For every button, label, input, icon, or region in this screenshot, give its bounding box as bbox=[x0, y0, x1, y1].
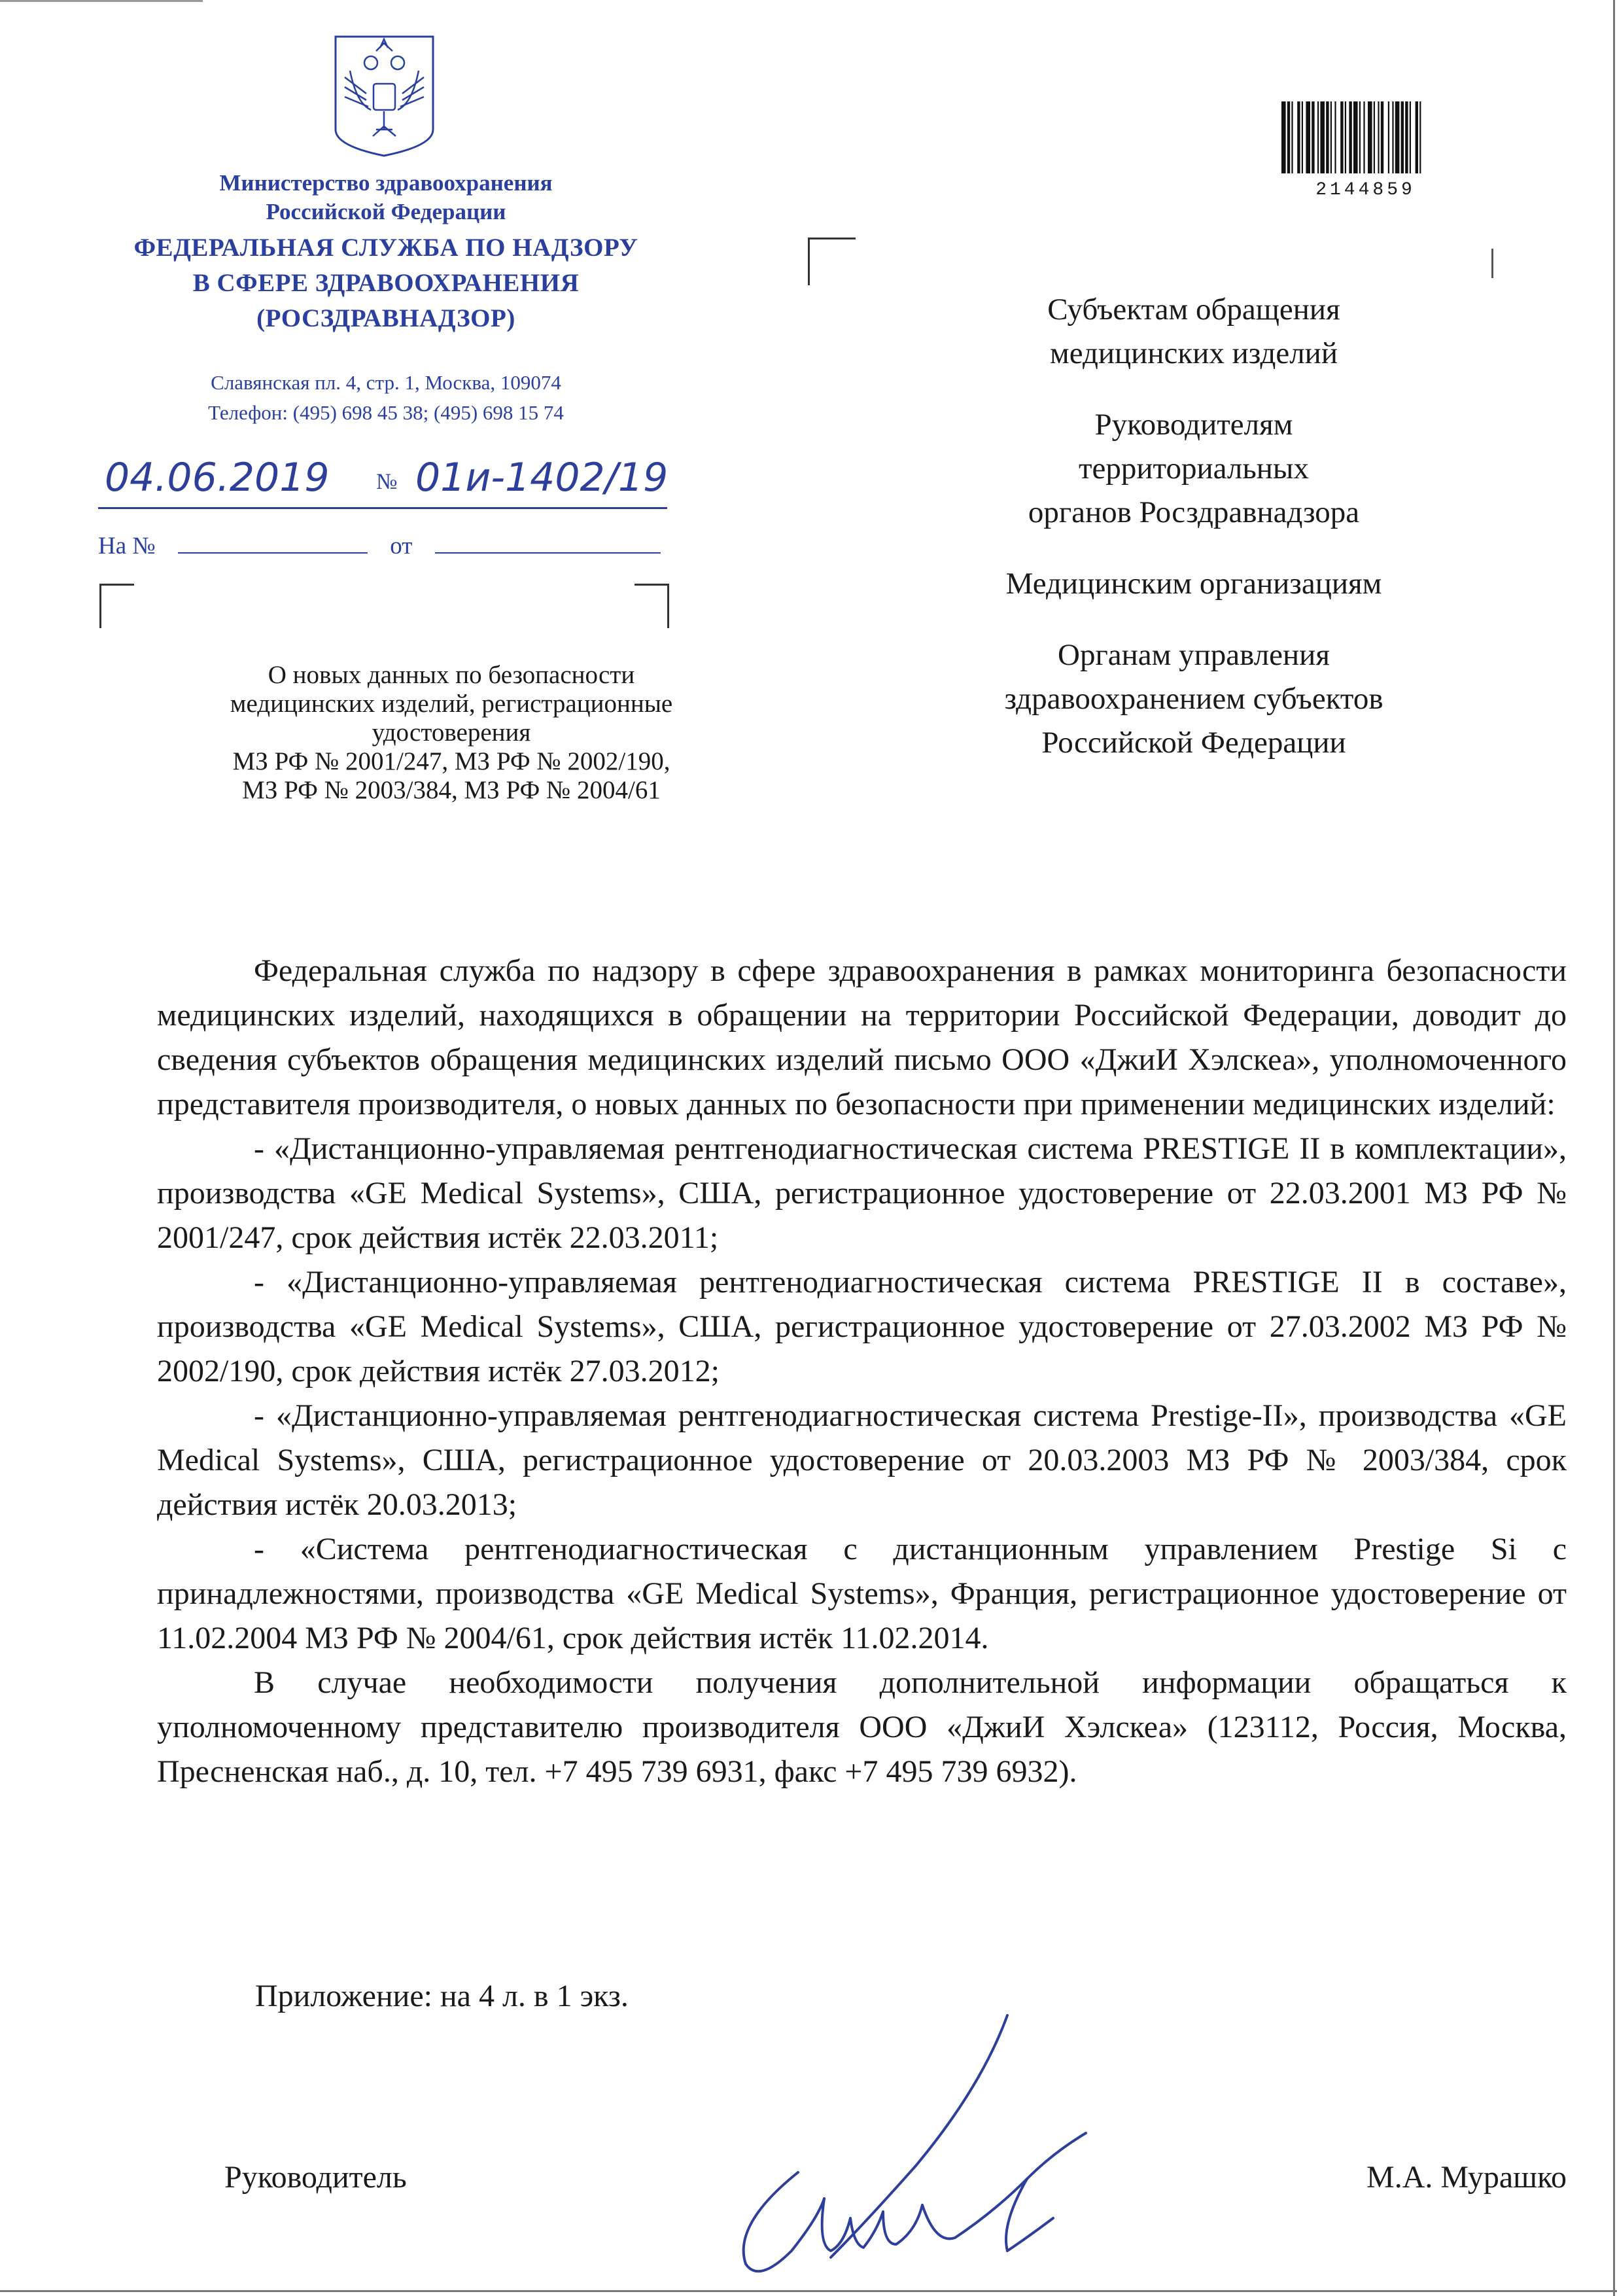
addressee-line: Субъектам обращения bbox=[1047, 292, 1340, 327]
scan-edge-right bbox=[1613, 0, 1615, 2296]
subject-line: МЗ РФ № 2003/384, МЗ РФ № 2004/61 bbox=[242, 776, 661, 804]
number-sign: № bbox=[376, 470, 398, 494]
barcode-bar bbox=[1419, 101, 1421, 173]
ref-label: На № bbox=[98, 533, 156, 559]
subject-line: МЗ РФ № 2001/247, МЗ РФ № 2002/190, bbox=[232, 747, 670, 775]
ministry-line: Российской Федерации bbox=[266, 199, 506, 224]
subject-line: медицинских изделий, регистрационные bbox=[230, 690, 673, 718]
addressee-line: территориальных bbox=[1078, 451, 1310, 486]
barcode-bar bbox=[1306, 101, 1310, 173]
scan-edge-bottom bbox=[0, 2290, 1617, 2292]
barcode-bar bbox=[1340, 101, 1343, 173]
signer-role: Руководитель bbox=[224, 2160, 407, 2195]
barcode-bar bbox=[1395, 101, 1400, 173]
registration-stamp bbox=[98, 445, 785, 517]
address-line: Славянская пл. 4, стр. 1, Москва, 109074 bbox=[211, 371, 561, 394]
scan-edge-top bbox=[0, 0, 203, 2]
barcode-bar bbox=[1287, 101, 1290, 173]
barcode-bar bbox=[1297, 101, 1300, 173]
addressee-line: Органам управления bbox=[1058, 638, 1330, 672]
barcode-bar bbox=[1312, 101, 1314, 173]
attachment-note: Приложение: на 4 л. в 1 экз. bbox=[255, 1979, 629, 2013]
letter-body bbox=[157, 949, 1567, 1794]
barcode-bar bbox=[1405, 101, 1408, 173]
ref-number-field bbox=[178, 533, 368, 554]
barcode-bar bbox=[1374, 101, 1375, 173]
device-item: - «Дистанционно-управляемая рентгенодиагностическая система PRESTIGE II в составе», производства «GE Medical Systems», США, регистрационное удостоверение от 27.03.2002 МЗ РФ № 2002/190, срок действия истёк 27.03.2012; bbox=[157, 1265, 1567, 1388]
registration-number: 01и-1402/19 bbox=[415, 455, 669, 501]
addressee-group bbox=[909, 288, 1478, 376]
barcode-bar bbox=[1401, 101, 1404, 173]
addressee-line: Российской Федерации bbox=[1041, 726, 1346, 760]
signer-name: М.А. Мурашко bbox=[1366, 2160, 1567, 2195]
addressee-line: здравоохранением субъектов bbox=[1004, 682, 1383, 716]
bracket-corner bbox=[808, 238, 856, 285]
barcode-number: 2144859 bbox=[1315, 180, 1416, 200]
reference-line bbox=[98, 530, 674, 563]
barcode-bar bbox=[1281, 101, 1286, 173]
addressee-block bbox=[909, 288, 1478, 792]
addressee-group bbox=[909, 633, 1478, 765]
ministry-name bbox=[98, 169, 674, 226]
barcode-bar bbox=[1416, 101, 1418, 173]
barcode-bar bbox=[1349, 101, 1351, 173]
barcode-bar bbox=[1363, 101, 1365, 173]
registration-underline bbox=[98, 507, 667, 509]
barcode-bar bbox=[1353, 101, 1358, 173]
body-paragraph: В случае необходимости получения дополнительной информации обращаться к уполномоченному представителю производителя ООО «ДжиИ Хэлскеа» (123112, Россия, Москва, Пресненская наб., д. 10, тел. +7 495 739 6931, факс +7 495 739 6932). bbox=[157, 1665, 1567, 1789]
bracket-tick bbox=[1491, 249, 1493, 278]
russian-coat-of-arms-icon bbox=[330, 31, 438, 159]
barcode-bar bbox=[1378, 101, 1379, 173]
device-item: - «Система рентгенодиагностическая с дистанционным управлением Prestige Si с принадлежностями, производства «GE Medical Systems», Франция, регистрационное удостоверение от 11.02.2004 МЗ РФ № 2004/61, срок действия истёк 11.02.2014. bbox=[157, 1532, 1567, 1655]
subject-line: удостоверения bbox=[372, 718, 531, 747]
device-item: - «Дистанционно-управляемая рентгенодиагностическая система PRESTIGE II в комплектации», производства «GE Medical Systems», США, регистрационное удостоверение от 22.03.2001 МЗ РФ № 2001/247, срок действия истёк 22.03.2011; bbox=[157, 1131, 1567, 1255]
barcode-bar bbox=[1410, 101, 1411, 173]
service-name bbox=[78, 230, 693, 336]
ref-date-field bbox=[435, 533, 661, 554]
handwritten-signature-icon bbox=[720, 2009, 1125, 2284]
addressee-group bbox=[909, 562, 1478, 606]
service-line: В СФЕРЕ ЗДРАВООХРАНЕНИЯ bbox=[192, 269, 580, 297]
barcode-bar bbox=[1330, 101, 1332, 173]
barcode-bar bbox=[1368, 101, 1372, 173]
barcode-bar bbox=[1302, 101, 1303, 173]
addressee-line: Руководителям bbox=[1094, 408, 1293, 442]
service-address bbox=[98, 368, 674, 428]
service-line: (РОСЗДРАВНАДЗОР) bbox=[256, 304, 515, 332]
ministry-line: Министерство здравоохранения bbox=[219, 170, 553, 196]
addressee-group bbox=[909, 403, 1478, 535]
address-line: Телефон: (495) 698 45 38; (495) 698 15 74 bbox=[208, 401, 564, 424]
barcode-bar bbox=[1359, 101, 1361, 173]
body-paragraph: Федеральная служба по надзору в сфере здравоохранения в рамках мониторинга безопасности медицинских изделий, находящихся в обращении на территории Российской Федерации, доводит до сведения субъектов обращения медицинских изделий письмо ООО «ДжиИ Хэлскеа», уполномоченного представителя производителя, о новых данных по безопасности при применении медицинских изделий: bbox=[157, 953, 1567, 1122]
service-line: ФЕДЕРАЛЬНАЯ СЛУЖБА ПО НАДЗОРУ bbox=[133, 234, 638, 262]
barcode-bar bbox=[1320, 101, 1325, 173]
addressee-line: Медицинским организациям bbox=[1005, 567, 1382, 601]
barcode-bar bbox=[1291, 101, 1293, 173]
addressee-line: медицинских изделий bbox=[1049, 336, 1338, 370]
device-item: - «Дистанционно-управляемая рентгенодиагностическая система Prestige-II», производства «GE Medical Systems», США, регистрационное удостоверение от 20.03.2003 МЗ РФ № 2003/384, срок действия истёк 20.03.2013; bbox=[157, 1398, 1567, 1522]
barcode-bar bbox=[1334, 101, 1336, 173]
barcode-bar bbox=[1381, 101, 1383, 173]
barcode-bar bbox=[1392, 101, 1393, 173]
from-label: от bbox=[390, 533, 413, 559]
barcode-bar bbox=[1388, 101, 1389, 173]
barcode-bar bbox=[1345, 101, 1346, 173]
barcode-bar bbox=[1317, 101, 1319, 173]
addressee-line: органов Росздравнадзора bbox=[1028, 495, 1360, 529]
letter-subject bbox=[150, 661, 752, 805]
bracket-corner bbox=[635, 584, 669, 628]
bracket-corner bbox=[99, 584, 134, 628]
registration-date: 04.06.2019 bbox=[105, 455, 330, 501]
subject-line: О новых данных по безопасности bbox=[268, 661, 635, 689]
barcode-bar bbox=[1326, 101, 1329, 173]
